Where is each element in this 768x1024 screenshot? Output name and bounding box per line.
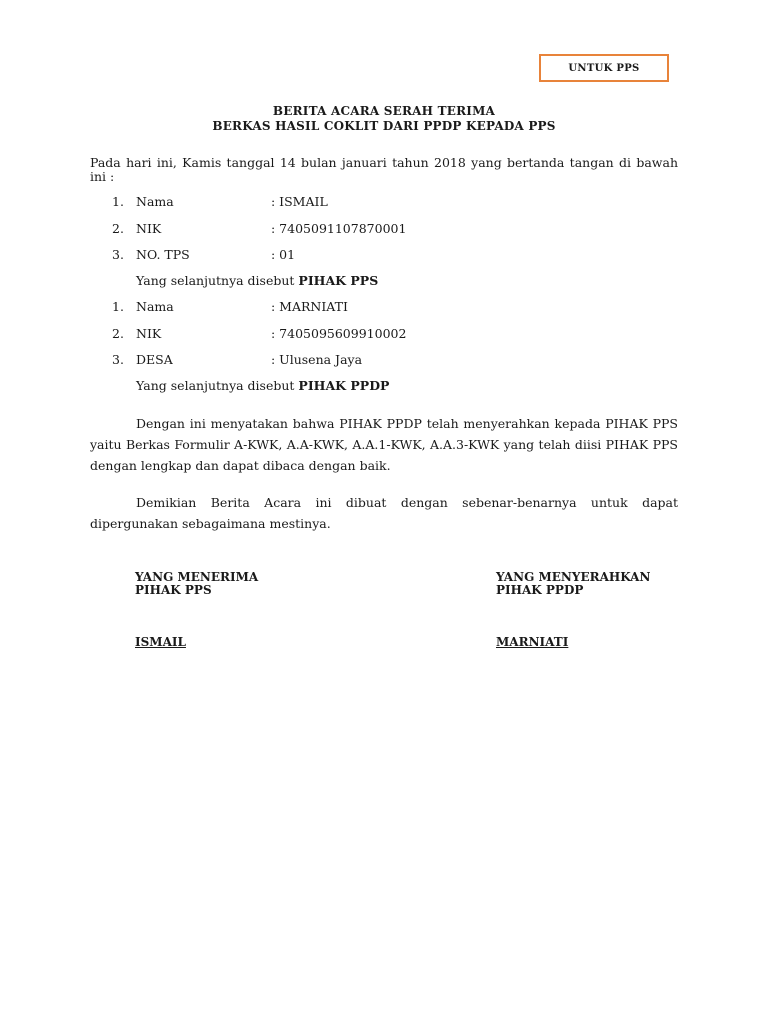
ppdp-row-value: : 7405095609910002 [271,326,407,341]
giver-name: MARNIATI [496,635,569,649]
pps-row-label: Nama [136,194,174,209]
ppdp-reference-line [136,378,389,393]
intro-paragraph: Pada hari ini, Kamis tanggal 14 bulan januari tahun 2018 yang bertanda tangan di bawah ini : [90,155,678,184]
receiver-role: YANG MENERIMA [135,570,259,584]
ppdp-row-value: : Ulusena Jaya [271,352,363,367]
giver-signature-block [496,571,650,597]
pps-row-number: 2. [112,221,124,236]
pps-row-value: : 01 [271,247,296,262]
document-title-line1: BERITA ACARA SERAH TERIMA [272,104,496,118]
receiver-party: PIHAK PPS [135,583,212,597]
statement-paragraph: Dengan ini menyatakan bahwa PIHAK PPDP telah menyerahkan kepada PIHAK PPS yaitu Berkas Formulir A-KWK, A.A-KWK, A.A.1-KWK, A.A.3-KWK yang telah diisi PIHAK PPS dengan lengkap dan dapat dibaca dengan baik. [90,416,678,473]
reference-prefix: Yang selanjutnya disebut [136,273,299,288]
receiver-name: ISMAIL [135,635,186,649]
receiver-signature-block [135,571,258,597]
pps-row-value: : 7405091107870001 [271,221,407,236]
reference-party: PIHAK PPS [298,273,379,288]
document-title-line2: BERKAS HASIL COKLIT DARI PPDP KEPADA PPS [212,119,556,133]
ppdp-row-label: DESA [136,352,173,367]
ppdp-row-number: 2. [112,326,124,341]
stamp-label: UNTUK PPS [568,62,640,74]
ppdp-row-value: : MARNIATI [271,299,348,314]
giver-party: PIHAK PPDP [496,583,584,597]
ppdp-row-label: NIK [136,326,162,341]
pps-row-number: 1. [112,194,124,209]
pps-row-label: NIK [136,221,162,236]
reference-prefix: Yang selanjutnya disebut [136,378,299,393]
ppdp-row-number: 3. [112,352,124,367]
reference-party: PIHAK PPDP [298,378,390,393]
stamp-box [539,54,669,82]
ppdp-row-number: 1. [112,299,124,314]
pps-reference-line [136,273,378,288]
pps-row-value: : ISMAIL [271,194,328,209]
giver-role: YANG MENYERAHKAN [496,570,651,584]
closing-paragraph: Demikian Berita Acara ini dibuat dengan sebenar-benarnya untuk dapat dipergunakan sebagaimana mestinya. [90,495,678,531]
pps-row-label: NO. TPS [136,247,190,262]
pps-row-number: 3. [112,247,124,262]
ppdp-row-label: Nama [136,299,174,314]
